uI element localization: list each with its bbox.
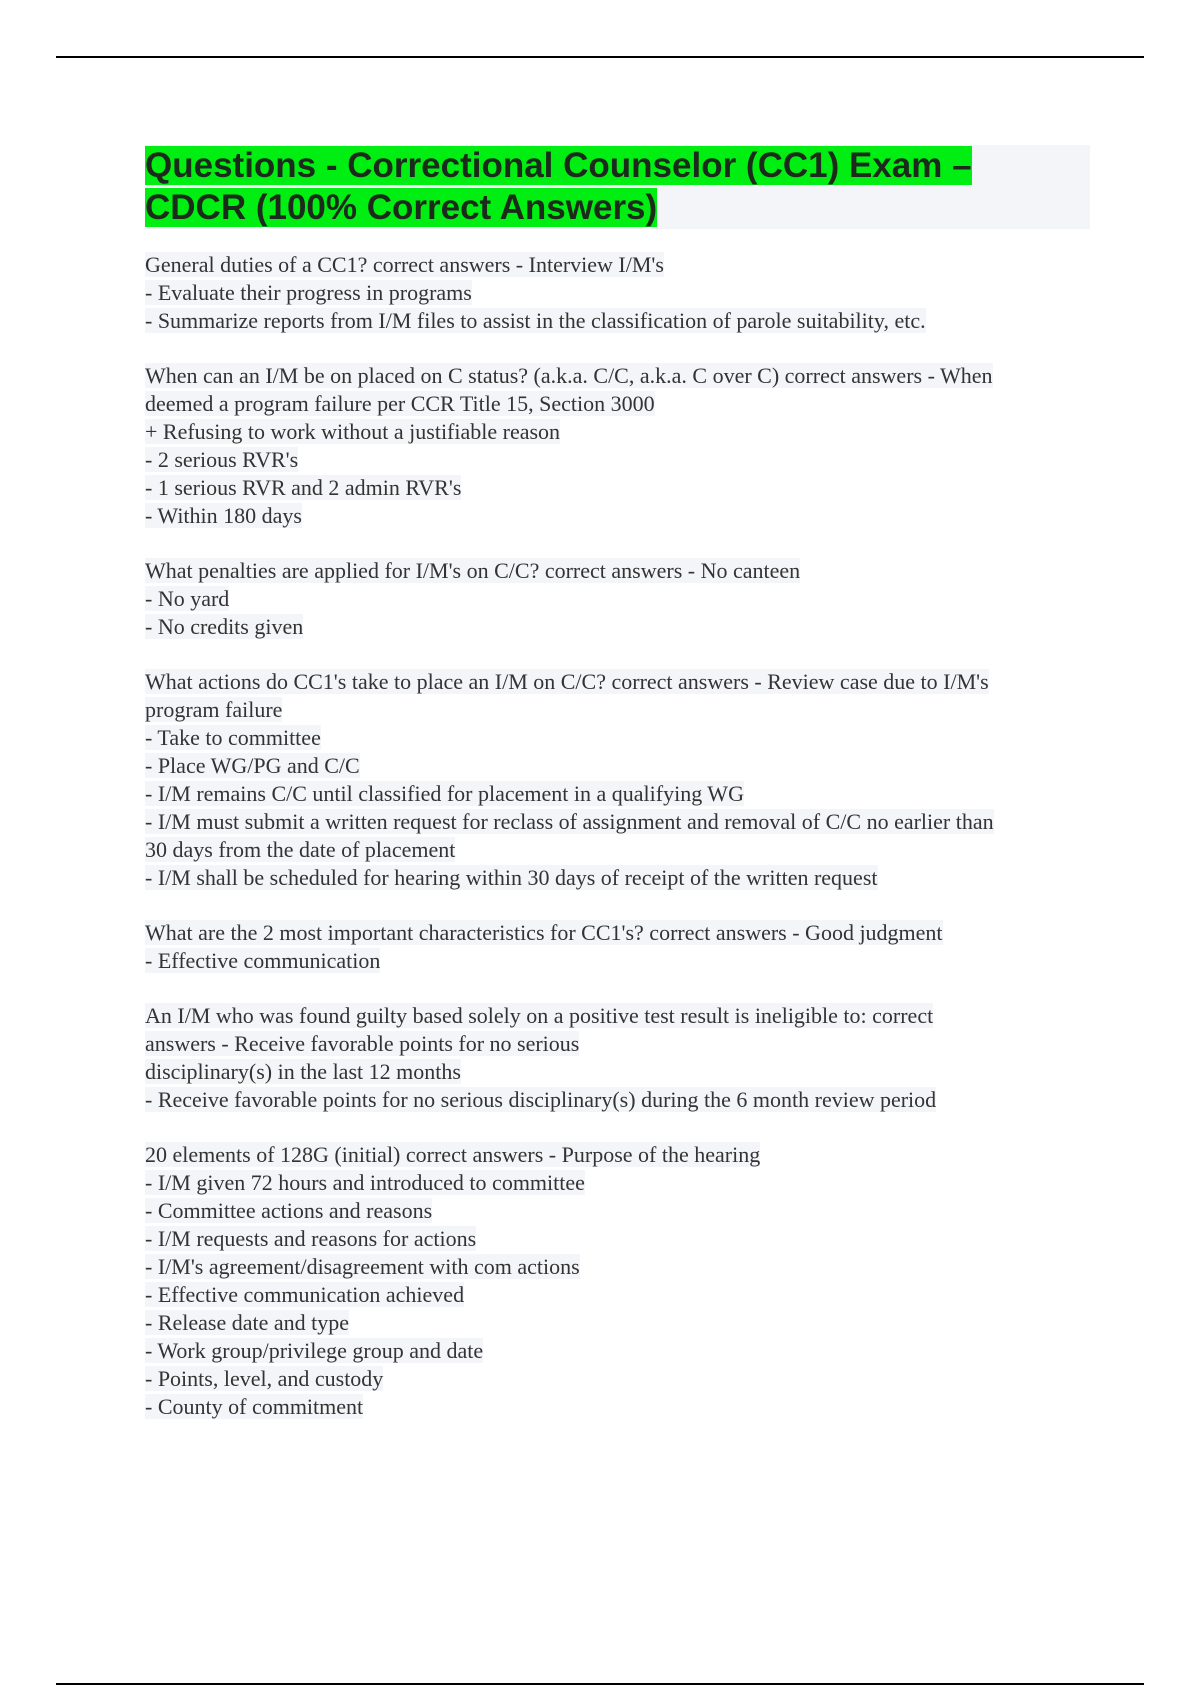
qa-line-text: - Summarize reports from I/M files to assist in the classification of parole suitability, etc. [145,308,926,333]
qa-line [145,724,1090,752]
qa-line [145,557,1090,585]
qa-line [145,474,1090,502]
qa-line [145,1169,1090,1197]
qa-line-text: - Committee actions and reasons [145,1198,433,1223]
qa-block [145,668,1090,892]
qa-line [145,585,1090,613]
qa-line [145,1225,1090,1253]
document-content [145,145,1090,1448]
qa-line-text: - Effective communication achieved [145,1282,465,1307]
qa-line [145,1030,1090,1058]
qa-line-text: - I/M's agreement/disagreement with com actions [145,1254,580,1279]
qa-line-text: - Evaluate their progress in programs [145,280,472,305]
qa-line-text: program failure [145,697,283,722]
qa-line-text: - 1 serious RVR and 2 admin RVR's [145,475,462,500]
qa-line [145,251,1090,279]
qa-line-text: - Receive favorable points for no serious disciplinary(s) during the 6 month review period [145,1087,937,1112]
qa-list [145,251,1090,1421]
qa-line [145,780,1090,808]
qa-line [145,668,1090,696]
qa-line [145,1002,1090,1030]
qa-line-text: - I/M remains C/C until classified for placement in a qualifying WG [145,781,744,806]
title-block [145,145,1090,229]
qa-line-text: 30 days from the date of placement [145,837,456,862]
qa-line [145,1058,1090,1086]
qa-line-text: deemed a program failure per CCR Title 15, Section 3000 [145,391,655,416]
document-title [145,145,1090,229]
qa-line-text: - I/M must submit a written request for reclass of assignment and removal of C/C no earlier than [145,809,994,834]
title-line-1: Questions - Correctional Counselor (CC1) Exam – [145,146,972,185]
qa-line [145,362,1090,390]
qa-line-text: - No yard [145,586,230,611]
qa-line [145,1141,1090,1169]
qa-block [145,251,1090,335]
qa-line [145,1253,1090,1281]
qa-line-text: - I/M given 72 hours and introduced to committee [145,1170,585,1195]
qa-line-text: answers - Receive favorable points for no serious [145,1031,580,1056]
qa-line [145,279,1090,307]
qa-line-text: - Effective communication [145,948,381,973]
qa-line [145,307,1090,335]
qa-line [145,947,1090,975]
qa-line-text: An I/M who was found guilty based solely on a positive test result is ineligible to: correct [145,1003,934,1028]
qa-block [145,1141,1090,1421]
top-rule [56,56,1144,58]
qa-block [145,1002,1090,1114]
qa-line-text: - I/M shall be scheduled for hearing within 30 days of receipt of the written request [145,865,878,890]
qa-line-text: disciplinary(s) in the last 12 months [145,1059,461,1084]
qa-line-text: - Within 180 days [145,503,302,528]
qa-block [145,557,1090,641]
qa-line-text: What are the 2 most important characteristics for CC1's? correct answers - Good judgment [145,920,943,945]
qa-line [145,696,1090,724]
qa-line [145,1309,1090,1337]
bottom-rule [56,1683,1144,1685]
qa-block [145,919,1090,975]
qa-line [145,752,1090,780]
qa-line-text: General duties of a CC1? correct answers - Interview I/M's [145,252,664,277]
qa-block [145,362,1090,530]
qa-line-text: 20 elements of 128G (initial) correct answers - Purpose of the hearing [145,1142,761,1167]
qa-line-text: - Points, level, and custody [145,1366,384,1391]
qa-line-text: - Work group/privilege group and date [145,1338,484,1363]
qa-line [145,502,1090,530]
qa-line [145,390,1090,418]
qa-line-text: - No credits given [145,614,304,639]
qa-line [145,418,1090,446]
qa-line [145,1337,1090,1365]
qa-line [145,919,1090,947]
qa-line-text: When can an I/M be on placed on C status? (a.k.a. C/C, a.k.a. C over C) correct answers - When [145,363,993,388]
qa-line [145,1281,1090,1309]
qa-line-text: - Place WG/PG and C/C [145,753,360,778]
qa-line-text: + Refusing to work without a justifiable reason [145,419,561,444]
qa-line [145,613,1090,641]
qa-line-text: - Take to committee [145,725,321,750]
qa-line [145,1086,1090,1114]
qa-line-text: What actions do CC1's take to place an I/M on C/C? correct answers - Review case due to I/M's [145,669,989,694]
qa-line-text: - County of commitment [145,1394,364,1419]
qa-line [145,836,1090,864]
qa-line [145,1393,1090,1421]
qa-line-text: - Release date and type [145,1310,350,1335]
qa-line [145,446,1090,474]
qa-line [145,808,1090,836]
qa-line [145,1365,1090,1393]
qa-line-text: - 2 serious RVR's [145,447,299,472]
qa-line-text: - I/M requests and reasons for actions [145,1226,477,1251]
qa-line [145,864,1090,892]
qa-line-text: What penalties are applied for I/M's on C/C? correct answers - No canteen [145,558,801,583]
title-line-2: CDCR (100% Correct Answers) [145,188,658,227]
qa-line [145,1197,1090,1225]
